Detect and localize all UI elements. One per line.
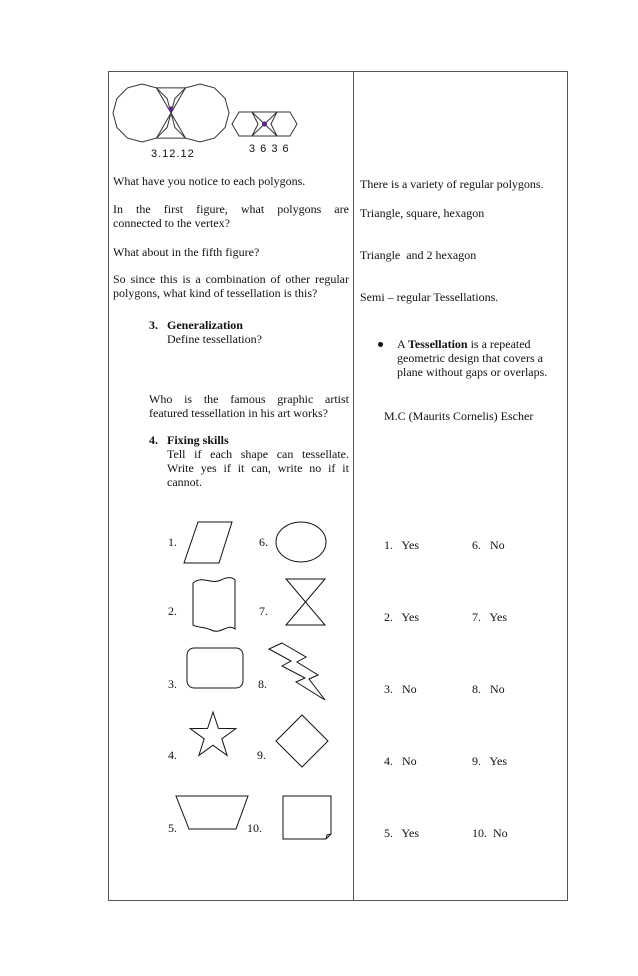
star-shape [190,712,236,755]
answer-fifth-figure: Triangle and 2 hexagon [360,248,477,262]
question-vertex-line2: connected to the vertex? [113,216,230,230]
hourglass-shape [286,579,325,625]
shape-number-1: 1. [168,535,177,549]
answer-2: 2. Yes [384,610,420,624]
fixing-instruction-line3: cannot. [167,475,202,489]
vertex-dot-1 [168,106,173,111]
answer-5: 5. Yes [384,826,420,840]
answer-4: 4. No [384,754,417,768]
fig2-label: 3 6 3 6 [249,143,290,155]
lightning-bolt-shape [269,643,325,700]
artist-question-line2: featured tessellation in his art works? [149,406,328,420]
vertex-dot-2 [262,121,267,126]
bullet-icon [378,342,383,347]
shape-number-2: 2. [168,604,177,618]
dodecagon-right [171,84,229,142]
answer-tessellation-type: Semi – regular Tessellations. [360,290,499,304]
definition-line3: plane without gaps or overlaps. [397,365,548,379]
answer-6: 6. No [472,538,505,552]
parallelogram-shape [184,522,232,563]
definition-line1: A Tessellation is a repeated [397,337,531,351]
answer-7: 7. Yes [472,610,508,624]
diamond-shape [276,715,328,767]
hexagon-left [232,112,258,136]
answer-8: 8. No [472,682,505,696]
answer-10: 10. No [472,826,508,840]
trapezoid-shape [176,796,248,829]
answer-9: 9. Yes [472,754,508,768]
answer-variety: There is a variety of regular polygons. [360,177,544,191]
generalization-heading: Generalization [167,318,243,332]
fixing-skills-number: 4. [149,433,158,447]
definition-line2: geometric design that covers a [397,351,543,365]
fixing-instruction-line1: Tell if each shape can tessellate. [167,447,349,461]
rounded-rect-shape [187,648,243,688]
fixing-skills-heading: Fixing skills [167,433,229,447]
define-tessellation-question: Define tessellation? [167,332,262,346]
shape-number-10: 10. [247,821,262,835]
fig1-label: 3.12.12 [151,148,195,160]
question-combination-line1: So since this is a combination of other regular [113,272,349,286]
ellipse-shape [276,522,326,562]
question-fifth-figure: What about in the fifth figure? [113,245,260,259]
generalization-number: 3. [149,318,158,332]
question-vertex-line1: In the first figure, what polygons are [113,202,349,216]
shape-number-8: 8. [258,677,267,691]
shape-number-6: 6. [259,535,268,549]
shape-number-4: 4. [168,748,177,762]
answer-3: 3. No [384,682,417,696]
hexagon-right [271,112,297,136]
shape-number-9: 9. [257,748,266,762]
square-folded-shape [283,796,331,839]
answer-artist: M.C (Maurits Cornelis) Escher [384,409,534,423]
question-combination-line2: polygons, what kind of tessellation is this? [113,286,318,300]
shape-number-3: 3. [168,677,177,691]
dodecagon-left [113,84,171,142]
artist-question-line1: Who is the famous graphic artist [149,392,349,406]
fixing-instruction-line2: Write yes if it can, write no if it [167,461,349,475]
question-notice: What have you notice to each polygons. [113,174,306,188]
shape-number-5: 5. [168,821,177,835]
shape-number-7: 7. [259,604,268,618]
answer-polygons: Triangle, square, hexagon [360,206,485,220]
answer-1: 1. Yes [384,538,420,552]
wavy-banner-shape [193,578,235,632]
